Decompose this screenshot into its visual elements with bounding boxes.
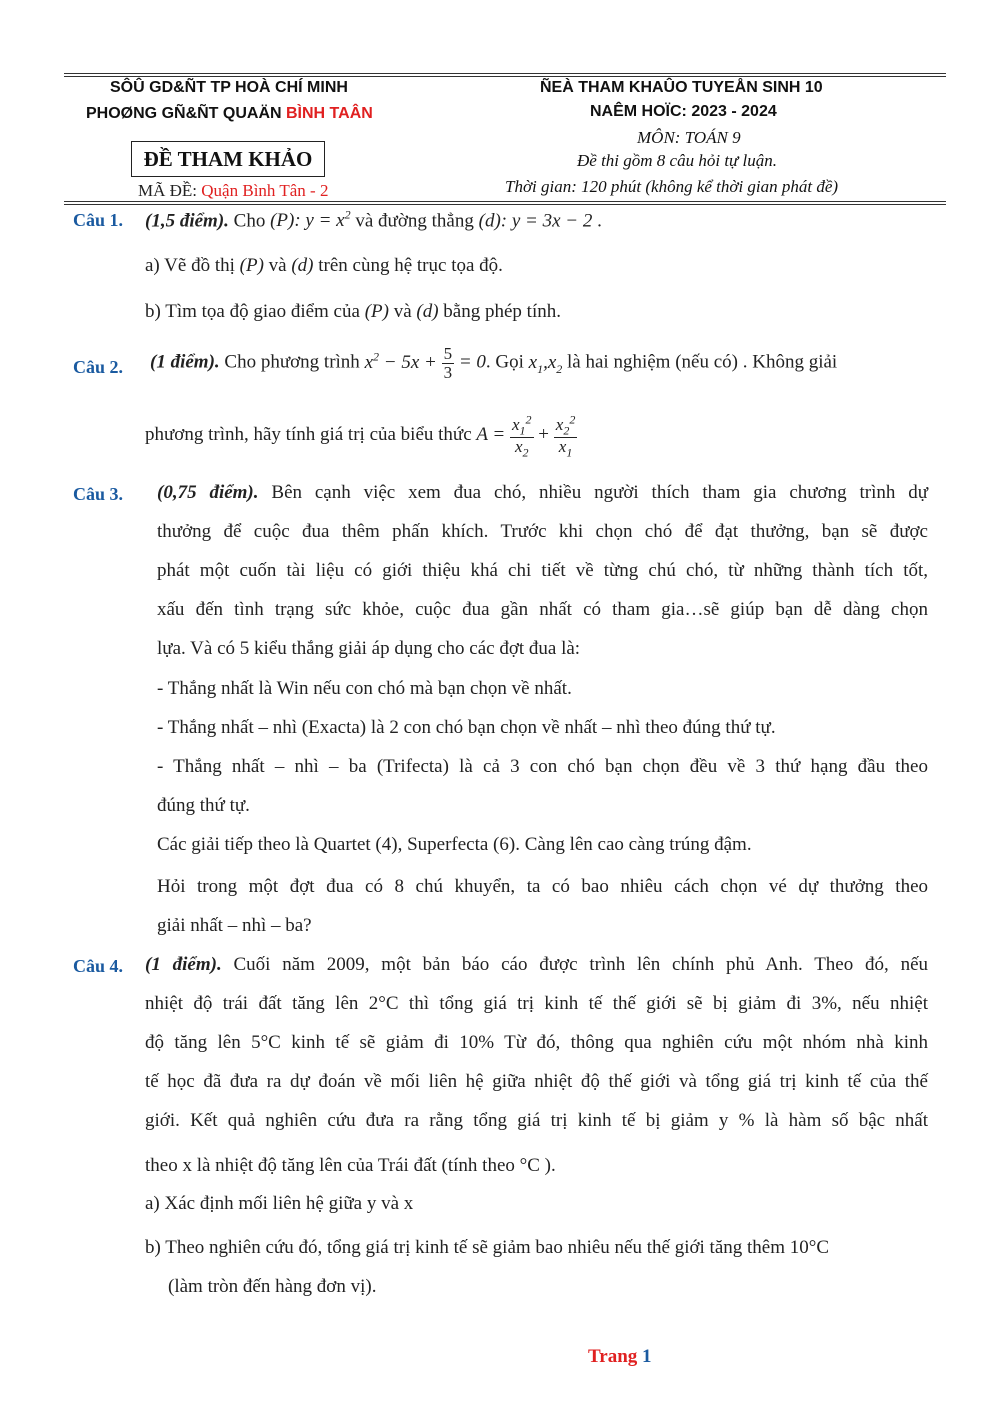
exam-note: Đề thi gồm 8 câu hỏi tự luận. bbox=[577, 151, 778, 170]
fraction-five-thirds: $\frac{5}{3}$ bbox=[443, 344, 453, 382]
question-3-line-2: thưởng để cuộc đua thêm phấn khích. Trước khi chọn chó để đạt thưởng, bạn sẽ được bbox=[157, 521, 928, 542]
question-3-line-3: phát một cuốn tài liệu có giới thiệu khá chi tiết về từng chú chó, từ những thành tích tốt, bbox=[157, 560, 928, 581]
exam-code bbox=[138, 181, 328, 201]
parabola-equation: (P): $y = x^2$ bbox=[270, 208, 351, 232]
header-top-rule bbox=[64, 73, 946, 74]
header-top-rule-2 bbox=[64, 76, 946, 77]
question-2-label: Câu 2. bbox=[73, 357, 124, 377]
question-1-and: và đường thẳng bbox=[355, 210, 474, 232]
reference-exam-box: ĐỀ THAM KHẢO bbox=[131, 141, 325, 177]
question-1-intro: Cho bbox=[233, 210, 266, 232]
exam-title: ÑEÀ THAM KHAÛO TUYEÅN SINH 10 bbox=[540, 79, 823, 96]
district-office bbox=[86, 105, 373, 123]
question-3-line-12: giải nhất – nhì – ba? bbox=[157, 915, 312, 936]
question-1-part-b: b) Tìm tọa độ giao điểm của (P) và (d) bằng phép tính. bbox=[145, 301, 561, 322]
time-note: Thời gian: 120 phút (không kể thời gian phát đề) bbox=[505, 177, 839, 196]
question-3-line-1: (0,75 điểm). Bên cạnh việc xem đua chó, nhiều người thích tham gia chương trình dự bbox=[157, 482, 929, 503]
page-word: Trang bbox=[588, 1346, 638, 1367]
header-bottom-rule-2 bbox=[64, 204, 946, 205]
question-2-points: (1 điểm). bbox=[150, 351, 220, 373]
question-2-line-2: phương trình, hãy tính giá trị của biểu thức A = $\frac{x_1^2}{x_2}$ + $\frac{x_2^2}{x_1}$ bbox=[145, 412, 576, 460]
question-4-line-6: theo x là nhiệt độ tăng lên của Trái đất (tính theo °C ). bbox=[145, 1155, 556, 1176]
quadratic-equation: $x^2 - 5x$ + bbox=[364, 349, 437, 373]
page-footer bbox=[588, 1346, 652, 1368]
question-1-stem: (1,5 điểm). Cho (P): $y = x^2$ và đường thẳng (d): y = 3x − 2 . bbox=[145, 208, 602, 232]
question-3-line-5: lựa. Và có 5 kiểu thắng giải áp dụng cho các đợt đua là: bbox=[157, 638, 581, 659]
question-4-part-a: a) Xác định mối liên hệ giữa y và x bbox=[145, 1193, 414, 1214]
question-4-part-b: b) Theo nghiên cứu đó, tổng giá trị kinh tế sẽ giảm bao nhiêu nếu thế giới tăng thêm 10°C bbox=[145, 1237, 830, 1258]
header-bottom-rule bbox=[64, 201, 946, 202]
subject: MÔN: TOÁN 9 bbox=[637, 128, 741, 147]
roots: $x_1,x_2$ bbox=[528, 351, 563, 376]
question-4-line-2: nhiệt độ trái đất tăng lên 2°C thì tổng giá trị kinh tế thế giới sẽ bị giảm đi 3%, nếu nhiệt bbox=[145, 993, 928, 1014]
question-3-line-4: xấu đến tình trạng sức khỏe, cuộc đua gần nhất có tham gia…sẽ giúp bạn dễ dàng chọn bbox=[157, 599, 928, 620]
question-4-line-4: tế học đã đưa ra dự đoán về mối liên hệ giữa nhiệt độ thế giới và tổng giá trị kinh tế của thế bbox=[145, 1071, 928, 1092]
exam-code-value: Quận Bình Tân - 2 bbox=[201, 181, 329, 200]
fraction-x2sq-over-x1: $\frac{x_2^2}{x_1}$ bbox=[555, 412, 576, 460]
question-4-part-b-cont: (làm tròn đến hàng đơn vị). bbox=[168, 1276, 377, 1297]
exam-code-label: MÃ ĐỀ: bbox=[138, 181, 202, 200]
district-name: BÌNH TAÂN bbox=[286, 105, 373, 122]
question-4-line-3: độ tăng lên 5°C kinh tế sẽ giảm đi 10% Từ đó, thông qua nghiên cứu một nhóm nhà kinh bbox=[145, 1032, 928, 1053]
expression-lhs: A = bbox=[476, 424, 506, 446]
question-3-label: Câu 3. bbox=[73, 484, 124, 504]
question-1-part-a: a) Vẽ đồ thị (P) và (d) trên cùng hệ trục tọa độ. bbox=[145, 255, 503, 276]
question-3-line-9: đúng thứ tự. bbox=[157, 795, 250, 816]
school-year: NAÊM HOÏC: 2023 - 2024 bbox=[590, 103, 777, 120]
question-4-line-5: giới. Kết quả nghiên cứu đưa ra rằng tổng giá trị kinh tế bị giảm y % là hàm số bậc nhất bbox=[145, 1110, 928, 1131]
dept-name: SÔÛ GD&ÑT TP HOÀ CHÍ MINH bbox=[110, 79, 348, 96]
question-1-label: Câu 1. bbox=[73, 210, 124, 230]
question-3-line-7: - Thắng nhất – nhì (Exacta) là 2 con chó bạn chọn về nhất – nhì theo đúng thứ tự. bbox=[157, 717, 776, 738]
question-2-stem: (1 điểm). Cho phương trình $x^2 - 5x$ + $\frac{5}{3}$ = 0. Gọi $x_1,x_2$ là hai nghiệm (nếu có) . Không giải bbox=[150, 344, 838, 382]
question-3-line-6: - Thắng nhất là Win nếu con chó mà bạn chọn về nhất. bbox=[157, 678, 572, 699]
fraction-x1sq-over-x2: $\frac{x_1^2}{x_2}$ bbox=[512, 412, 532, 460]
question-3-line-11: Hỏi trong một đợt đua có 8 chú khuyển, ta có bao nhiêu cách chọn vé dự thưởng theo bbox=[157, 876, 928, 897]
question-4-line-1: (1 điểm). Cuối năm 2009, một bản báo cáo được trình lên chính phủ Anh. Theo đó, nếu bbox=[145, 954, 929, 975]
question-1-points: (1,5 điểm). bbox=[145, 210, 229, 232]
line-equation: (d): y = 3x − 2 bbox=[478, 210, 593, 232]
question-3-line-8: - Thắng nhất – nhì – ba (Trifecta) là cả 3 con chó bạn chọn đều về 3 thứ hạng đầu theo bbox=[157, 756, 928, 777]
question-3-line-10: Các giải tiếp theo là Quartet (4), Superfecta (6). Càng lên cao càng trúng đậm. bbox=[157, 834, 752, 855]
page-number: 1 bbox=[642, 1346, 652, 1367]
question-4-label: Câu 4. bbox=[73, 956, 124, 976]
district-office-prefix: PHOØNG GÑ&ÑT QUAÄN bbox=[86, 105, 286, 122]
